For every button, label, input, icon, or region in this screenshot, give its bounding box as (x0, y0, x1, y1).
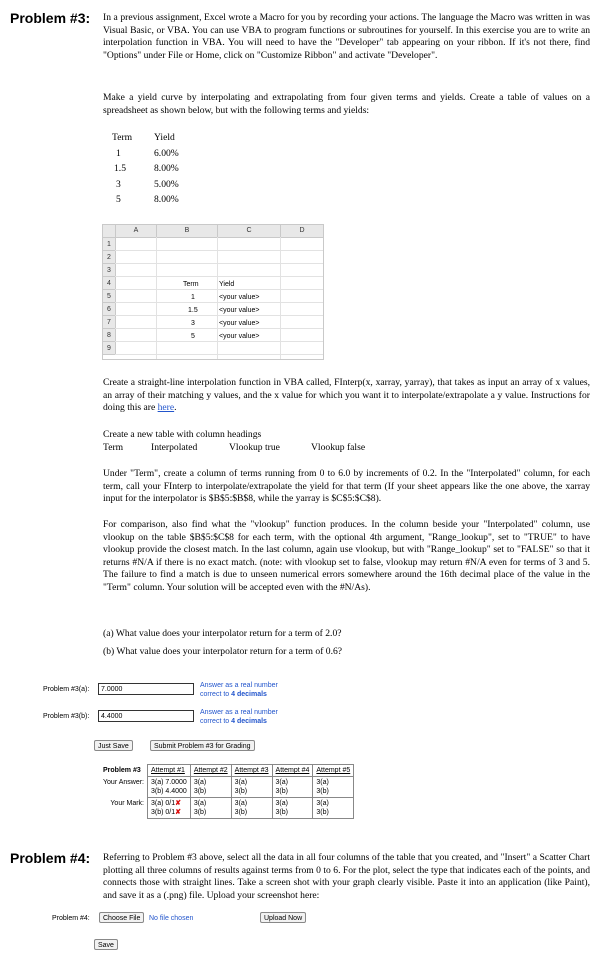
attempt-1-marks (148, 798, 191, 819)
sheet-row-header: 5 (103, 290, 116, 303)
answer-a: 3(a) (193, 779, 207, 786)
col-vlookup-true: Vlookup true (229, 442, 280, 453)
save-button[interactable]: Save (94, 939, 118, 950)
sheet-row-header: 6 (103, 303, 116, 316)
wrong-icon: ✘ (175, 800, 181, 807)
problem-4-text: Referring to Problem #3 above, select all the data in all four columns of the table that you created, and "Insert" a Scatter Chart plotting all three columns of results against terms from 0 to 6. For the plot, select the type that indicates each of the points, and connects those with straight lines. Take a screen shot with your graph clearly visible. Paste it into an application (like Paint), and save it as a (.png) file. Upload your screenshot here: (103, 852, 590, 901)
answer-a: 3(a) (275, 779, 288, 786)
hint-line-2 (200, 690, 278, 699)
mark-b: 3(b) (234, 809, 248, 816)
attempt-marks (231, 798, 272, 819)
sheet-row-header: 3 (103, 264, 116, 277)
finterp-text: Create a straight-line interpolation function in VBA called, FInterp(x, xarray, yarray), that takes as input an array of x values, an array of their matching y values, and the x value for which you want it to interpolate/extrapolate a y value. Instructions for doing this are (103, 377, 590, 414)
mark-a: 3(a) (193, 800, 207, 807)
attempt-answers (190, 777, 231, 798)
sheet-row-header: 2 (103, 251, 116, 264)
yield-table-term: 1 (116, 147, 121, 159)
problem-4-label: Problem #4: (52, 915, 90, 922)
yield-table-header-yield: Yield (154, 132, 175, 144)
sheet-term-value: 1 (191, 294, 195, 301)
yield-table-yield: 6.00% (154, 147, 179, 159)
sheet-row-header: 1 (103, 238, 116, 251)
attempt-header[interactable]: Attempt #5 (313, 765, 354, 777)
problem-3-title: Problem #3: (10, 10, 91, 26)
sheet-term-value: 5 (191, 333, 195, 340)
upload-now-button[interactable]: Upload Now (260, 912, 306, 923)
just-save-button[interactable]: Just Save (94, 740, 133, 751)
col-term: Term (103, 442, 124, 453)
new-table-columns (103, 442, 590, 455)
mark-b: 3(b) (316, 809, 329, 816)
yield-table-yield: 8.00% (154, 163, 179, 175)
answer-b-hint (200, 708, 278, 726)
submit-problem-3-button[interactable]: Submit Problem #3 for Grading (150, 740, 255, 751)
sheet-yield-placeholder: <your value> (219, 333, 260, 340)
attempt-1-answer-b: 3(b) 4.4000 (151, 788, 187, 795)
attempt-marks (313, 798, 354, 819)
yield-table-yield: 8.00% (154, 194, 179, 206)
answer-b: 3(b) (275, 788, 288, 795)
sheet-corner (103, 225, 116, 238)
no-file-chosen: No file chosen (149, 915, 194, 922)
attempt-answers (313, 777, 354, 798)
sheet-col-header: C (218, 225, 281, 238)
col-vlookup-false: Vlookup false (311, 442, 366, 453)
yield-table-term: 3 (116, 178, 121, 190)
attempt-header[interactable]: Attempt #1 (148, 765, 191, 777)
attempt-marks (272, 798, 313, 819)
given-yield-table (112, 130, 179, 208)
sheet-col-header: A (116, 225, 157, 238)
vlookup-comparison-instructions: For comparison, also find what the "vlookup" function produces. In the column beside your "Interpolated" column, use vlookup on the table $B$5:$C$8 for each term, with the optional 4th argument, "Range_lookup", set to "TRUE" to have vlookup provide the closest match. In the last column, again use vlookup, but with "Range_lookup" set to "FALSE" so that it returns #N/A if there is no exact match. (note: with vlookup set to false, vlookup may return #N/A even for terms of 3 and 5. The failure to find a match is due to unseen numerical errors somewhere around the 16th decimal place of the value in the "Term" column. Your solution will be accepted even with the #N/As). (103, 519, 590, 593)
attempt-answers (231, 777, 272, 798)
col-interpolated: Interpolated (151, 442, 198, 453)
wrong-icon: ✘ (175, 809, 181, 816)
attempts-problem-label: Problem #3 (103, 766, 141, 774)
mark-a: 3(a) (275, 800, 288, 807)
sheet-yield-placeholder: <your value> (219, 320, 260, 327)
hint-line-1: Answer as a real number (200, 709, 278, 716)
spreadsheet-screenshot (102, 224, 324, 360)
mark-b: 3(b) (193, 809, 207, 816)
answer-b-input[interactable] (98, 710, 194, 722)
hint-line-1: Answer as a real number (200, 682, 278, 689)
sheet-row-header: 4 (103, 277, 116, 290)
mark-a: 3(a) (316, 800, 329, 807)
answer-b-label: Problem #3(b): (43, 713, 90, 720)
sheet-yield-placeholder: <your value> (219, 294, 260, 301)
hint-line-2 (200, 717, 278, 726)
new-table-intro: Create a new table with column headings (103, 429, 262, 440)
yield-table-yield: 5.00% (154, 178, 179, 190)
answer-b: 3(b) (316, 788, 329, 795)
sheet-term-header: Term (183, 281, 199, 288)
attempt-header[interactable]: Attempt #4 (272, 765, 313, 777)
sheet-row-header: 7 (103, 316, 116, 329)
answer-a-hint (200, 681, 278, 699)
hint-prefix: correct to (200, 691, 232, 698)
hint-bold: 4 decimals (231, 691, 267, 698)
sheet-term-value: 3 (191, 320, 195, 327)
sheet-yield-header: Yield (219, 281, 235, 288)
yield-table-header-term: Term (112, 132, 133, 144)
attempt-header[interactable]: Attempt #2 (190, 765, 231, 777)
attempt-1-answers (148, 777, 191, 798)
sheet-col-header: B (157, 225, 218, 238)
attempt-1-mark-a (151, 799, 187, 808)
problem-4-title: Problem #4: (10, 850, 91, 866)
mark-b-text: 3(b) 0/1 (151, 809, 176, 816)
choose-file-button[interactable]: Choose File (99, 912, 144, 923)
yield-curve-instructions: Make a yield curve by interpolating and extrapolating from four given terms and yields. Create a table of values on a spreadsheet as shown below, but with the following terms and yields: (103, 92, 590, 116)
answer-a: 3(a) (316, 779, 329, 786)
mark-b: 3(b) (275, 809, 288, 816)
hint-prefix: correct to (200, 718, 232, 725)
finterp-instructions (103, 377, 590, 415)
your-answer-label: Your Answer: (103, 778, 144, 786)
attempt-marks (190, 798, 231, 819)
answer-b: 3(b) (234, 788, 248, 795)
problem-3-intro: In a previous assignment, Excel wrote a Macro for you by recording your actions. The language the Macro was written in was Visual Basic, or VBA. You can use VBA to program functions or subroutines for yourself. In this exercise you are to write an interpolation function in VBA. You will need to have the "Developer" tab appearing on your ribbon. If it's not there, find "Options" under File or Home, click on "Customize Ribbon" and activate "Developer". (103, 12, 590, 61)
question-a-text: (a) What value does your interpolator return for a term of 2.0? (103, 628, 342, 639)
answer-b: 3(b) (193, 788, 207, 795)
attempt-1-mark-b (151, 808, 187, 817)
sheet-row-header: 9 (103, 342, 116, 355)
instructions-link[interactable]: here (157, 402, 175, 414)
question-a (103, 628, 342, 641)
mark-a-text: 3(a) 0/1 (151, 800, 176, 807)
answer-a-input[interactable] (98, 683, 194, 695)
your-mark-label: Your Mark: (110, 799, 144, 807)
answer-a: 3(a) (234, 779, 248, 786)
attempts-table (100, 764, 354, 819)
sheet-col-header: D (281, 225, 323, 238)
attempt-header[interactable]: Attempt #3 (231, 765, 272, 777)
question-b: (b) What value does your interpolator return for a term of 0.6? (103, 646, 343, 657)
yield-table-term: 5 (116, 194, 121, 206)
sheet-yield-placeholder: <your value> (219, 307, 260, 314)
finterp-suffix: . (174, 402, 177, 414)
term-column-instructions: Under "Term", create a column of terms running from 0 to 6.0 by increments of 0.2. In the "Interpolated" column, for each term, call your FInterp to interpolate/extrapolate the yield for that term (If your sheet appears like the one above, the xarray input for the interpolator is $B$5:$B$8, while the yarray is $C$5:$C$8). (103, 468, 590, 505)
yield-table-term: 1.5 (114, 163, 126, 175)
mark-a: 3(a) (234, 800, 248, 807)
sheet-row-header: 8 (103, 329, 116, 342)
sheet-term-value: 1.5 (188, 307, 198, 314)
attempt-answers (272, 777, 313, 798)
answer-a-label: Problem #3(a): (43, 686, 90, 693)
attempt-1-answer-a: 3(a) 7.0000 (151, 779, 187, 786)
hint-bold: 4 decimals (231, 718, 267, 725)
